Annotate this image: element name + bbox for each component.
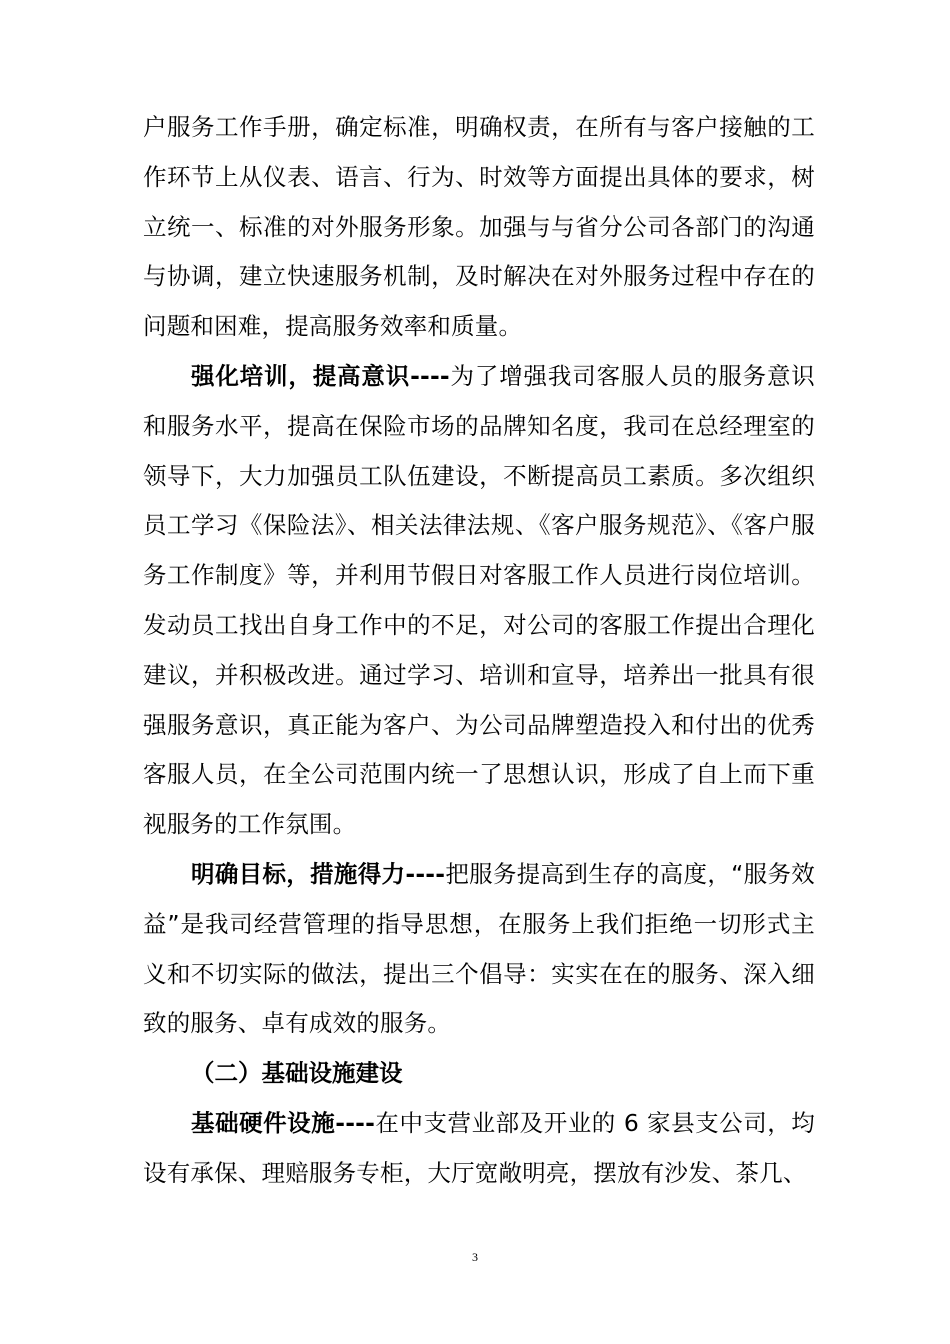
section-heading: （二）基础设施建设	[191, 1059, 403, 1088]
paragraph-infrastructure	[143, 1099, 815, 1199]
paragraph-lead: 强化培训，提高意识----	[191, 361, 450, 390]
paragraph-text: 把服务提高到生存的高度，“服务效益”是我司经营管理的指导思想，在服务上我们拒绝一切形式主义和不切实际的做法，提出三个倡导：实实在在的服务、深入细致的服务、卓有成效的服务。	[143, 859, 815, 1038]
paragraph-lead: 基础硬件设施----	[191, 1108, 376, 1137]
paragraph-lead: 明确目标，措施得力----	[191, 859, 446, 888]
paragraph-continued	[143, 103, 815, 352]
paragraph-goals	[143, 850, 815, 1049]
page-number: 3	[472, 1250, 478, 1264]
paragraph-training	[143, 352, 815, 850]
paragraph-text: 为了增强我司客服人员的服务意识和服务水平，提高在保险市场的品牌知名度，我司在总经理室的领导下，大力加强员工队伍建设，不断提高员工素质。多次组织员工学习《保险法》、相关法律法规、《客户服务规范》、《客户服务工作制度》等，并利用节假日对客服工作人员进行岗位培训。发动员工找出自身工作中的不足，对公司的客服工作提出合理化建议，并积极改进。通过学习、培训和宣导，培养出一批具有很强服务意识，真正能为客户、为公司品牌塑造投入和付出的优秀客服人员，在全公司范围内统一了思想认识，形成了自上而下重视服务的工作氛围。	[143, 361, 815, 839]
paragraph-text: 户服务工作手册，确定标准，明确权责，在所有与客户接触的工作环节上从仪表、语言、行为、时效等方面提出具体的要求，树立统一、标准的对外服务形象。加强与与省分公司各部门的沟通与协调，建立快速服务机制，及时解决在对外服务过程中存在的问题和困难，提高服务效率和质量。	[143, 113, 815, 341]
document-body	[143, 103, 815, 1199]
paragraph-text: 在中支营业部及开业的 6 家县支公司，均设有承保、理赔服务专柜，大厅宽敞明亮，摆放有沙发、茶几、	[143, 1108, 815, 1187]
